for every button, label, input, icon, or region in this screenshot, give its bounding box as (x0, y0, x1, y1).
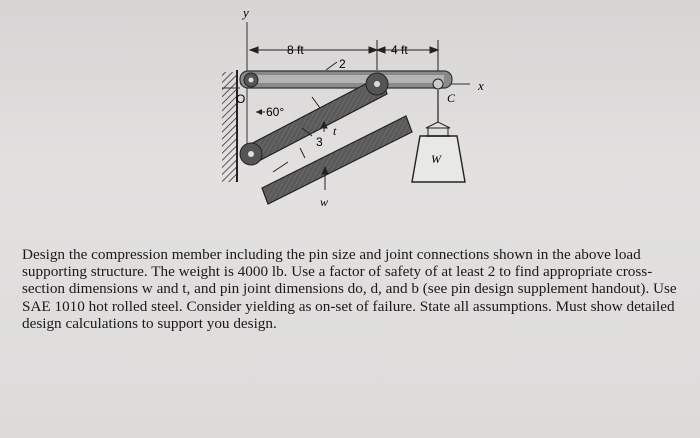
angle-label: 60° (266, 105, 285, 119)
member-3-label: 3 (316, 135, 323, 149)
y-axis-label: y (243, 5, 249, 20)
problem-statement: Design the compression member including the pin size and joint connections shown in the above load supporting structure. The weight is 4000 lb. Use a factor of safety of at least 2 to find appropriate cross-section dimensions w and t, and pin joint dimensions do, d, and b (see pin design supplement handout). Use SAE 1010 hot rolled steel. Consider yielding as on-set of failure. State all assumptions. Must show detailed design calculations to support you design. (22, 246, 677, 332)
wall-support (222, 70, 240, 182)
thickness-label: t (333, 124, 337, 138)
angle-marker (256, 109, 265, 115)
member-2-label: 2 (339, 57, 346, 71)
horizontal-member (240, 71, 452, 89)
dimension-4ft: 4 ft (391, 43, 408, 57)
weight-label: W (431, 152, 441, 166)
point-o-label: O (236, 92, 246, 106)
point-c-label: C (447, 91, 456, 105)
x-axis-label: x (478, 78, 484, 93)
dimension-8ft: 8 ft (287, 43, 304, 57)
width-label: w (320, 195, 329, 209)
weight-block (412, 90, 465, 182)
